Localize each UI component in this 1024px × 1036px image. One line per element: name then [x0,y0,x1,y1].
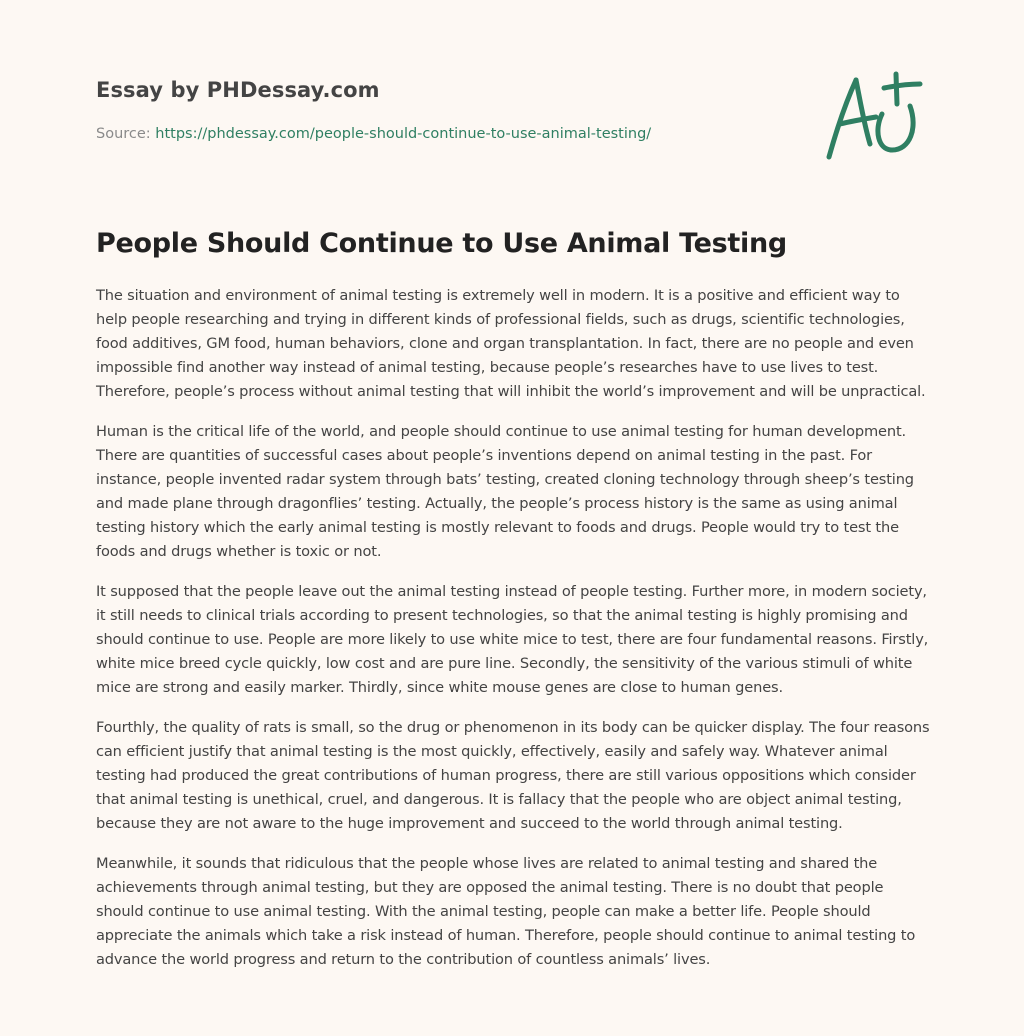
essay-paragraph: Meanwhile, it sounds that ridiculous that the people whose lives are related to animal testing and shared the achievements through animal testing, but they are opposed the animal testing. There is no doubt that people should continue to use animal testing. With the animal testing, people can make a better life. People should appreciate the animals which take a risk instead of human. Therefore, people should continue to animal testing to advance the world progress and return to the contribution of countless animals’ lives. [96,855,916,968]
essay-paragraph: Fourthly, the quality of rats is small, so the drug or phenomenon in its body can be quicker display. The four reasons can efficient justify that animal testing is the most quickly, effectively, easily and safely way. Whatever animal testing had produced the great contributions of human progress, there are still various oppositions which consider that animal testing is unethical, cruel, and dangerous. It is fallacy that the people who are object animal testing, because they are not aware to the huge improvement and succeed to the world through animal testing. [96,719,930,832]
essay-paragraph: It supposed that the people leave out the animal testing instead of people testing. Further more, in modern society, it still needs to clinical trials according to present technologies, so that the animal testing is highly promising and should continue to use. People are more likely to use white mice to test, there are four fundamental reasons. Firstly, white mice breed cycle quickly, low cost and are pure line. Secondly, the sensitivity of the various stimuli of white mice are strong and easily marker. Thirdly, since white mouse genes are close to human genes. [96,583,929,696]
essay-body [96,284,930,988]
essay-title: People Should Continue to Use Animal Testing [96,228,787,259]
page-header [96,76,796,144]
source-line [96,124,796,144]
essay-paragraph: Human is the critical life of the world, and people should continue to use animal testing for human development. There are quantities of successful cases about people’s inventions depend on animal testing in the past. For instance, people invented radar system through bats’ testing, created cloning technology through sheep’s testing and made plane through dragonflies’ testing. Actually, the people’s process history is the same as using animal testing history which the early animal testing is mostly relevant to foods and drugs. People would try to test the foods and drugs whether is toxic or not. [96,423,914,560]
essay-paragraph: The situation and environment of animal testing is extremely well in modern. It is a positive and efficient way to help people researching and trying in different kinds of professional fields, such as drugs, scientific technologies, food additives, GM food, human behaviors, clone and organ transplantation. In fact, there are no people and even impossible find another way instead of animal testing, because people’s researches have to use lives to test. Therefore, people’s process without animal testing that will inhibit the world’s improvement and will be unpractical. [96,287,926,400]
source-label: Source: [96,126,151,142]
source-link[interactable]: https://phdessay.com/people-should-continue-to-use-animal-testing/ [155,126,652,142]
a-plus-grade-logo-icon [818,66,930,166]
site-brand: Essay by PHDessay.com [96,78,380,102]
